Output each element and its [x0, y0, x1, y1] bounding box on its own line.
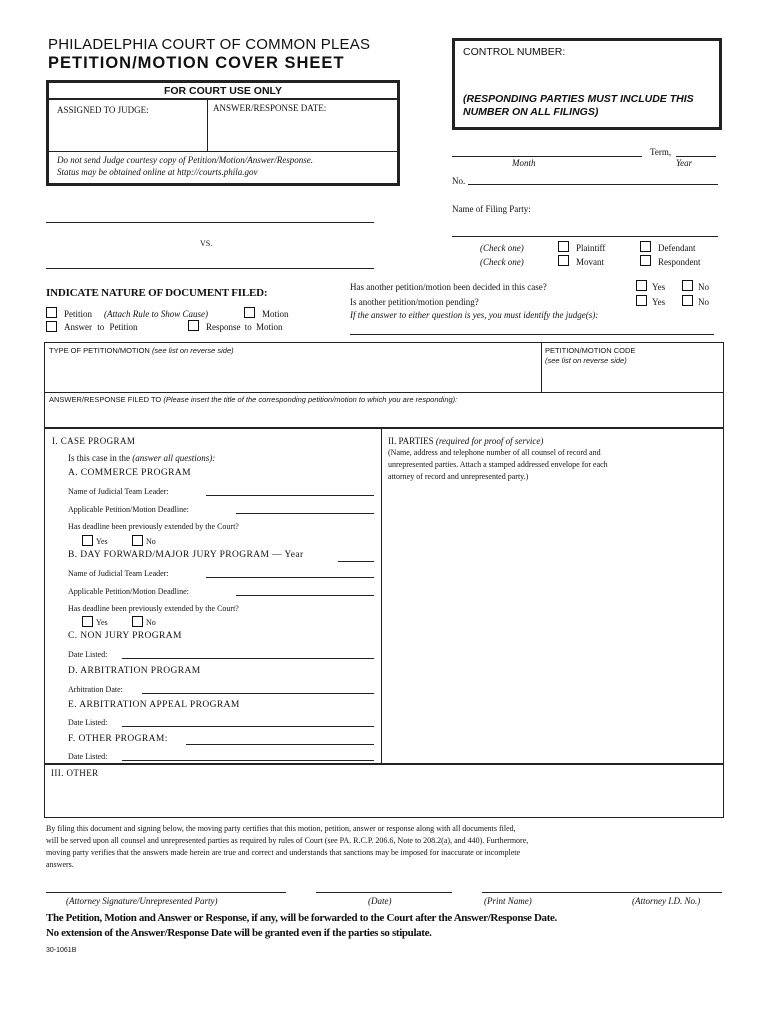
- arbitration-appeal-date-line[interactable]: [122, 726, 374, 727]
- answer-to-petition-label: Answer to Petition: [64, 322, 138, 332]
- assigned-judge-label: ASSIGNED TO JUDGE:: [57, 105, 149, 115]
- other-heading: III. OTHER: [51, 768, 99, 778]
- identify-judge-note: If the answer to either question is yes, you must identify the judge(s):: [350, 310, 599, 320]
- answer-date-label: ANSWER/RESPONSE DATE:: [213, 103, 327, 113]
- pending-question: Is another petition/motion pending?: [350, 297, 479, 307]
- code-label: PETITION/MOTION CODE: [545, 346, 636, 355]
- non-jury-heading: C. NON JURY PROGRAM: [68, 631, 182, 641]
- pending-no-checkbox[interactable]: [682, 295, 693, 306]
- decided-yes-checkbox[interactable]: [636, 280, 647, 291]
- certification-line-1: By filing this document and signing below, the moving party certifies that this motion, petition, answer or response along with all documents filed,: [46, 824, 516, 833]
- day-forward-year-line[interactable]: [338, 561, 374, 562]
- answer-filed-to-label: ANSWER/RESPONSE FILED TO (Please insert the title of the corresponding petition/motion to which you are responding):: [49, 395, 458, 404]
- arbitration-date-line[interactable]: [142, 693, 374, 694]
- motion-label: Motion: [262, 309, 289, 319]
- day-forward-deadline-label: Applicable Petition/Motion Deadline:: [68, 587, 189, 596]
- petition-checkbox[interactable]: [46, 307, 57, 318]
- parties-heading: II. PARTIES (required for proof of service): [388, 436, 544, 446]
- commerce-extended-no-checkbox[interactable]: [132, 535, 143, 546]
- control-number-label: CONTROL NUMBER:: [463, 46, 566, 58]
- commerce-heading: A. COMMERCE PROGRAM: [68, 468, 191, 478]
- print-name-line[interactable]: [482, 892, 722, 893]
- commerce-deadline-label: Applicable Petition/Motion Deadline:: [68, 505, 189, 514]
- non-jury-date-line[interactable]: [122, 658, 374, 659]
- type-section: [44, 342, 724, 428]
- check-one-label-2: (Check one): [480, 257, 524, 267]
- type-label: TYPE OF PETITION/MOTION (see list on reverse side): [49, 346, 234, 355]
- petition-label: Petition: [64, 309, 93, 319]
- commerce-extended-question: Has deadline been previously extended by the Court?: [68, 522, 239, 531]
- year-caption: Year: [676, 158, 693, 168]
- petition-note: (Attach Rule to Show Cause): [104, 309, 208, 319]
- pending-yes-checkbox[interactable]: [636, 295, 647, 306]
- other-program-heading: F. OTHER PROGRAM:: [68, 734, 168, 744]
- commerce-extended-yes-label: Yes: [96, 537, 108, 546]
- day-forward-heading: B. DAY FORWARD/MAJOR JURY PROGRAM — Year: [68, 550, 304, 560]
- day-forward-extended-question: Has deadline been previously extended by the Court?: [68, 604, 239, 613]
- signature-line[interactable]: [46, 892, 286, 893]
- attorney-signature-caption: (Attorney Signature/Unrepresented Party): [66, 896, 218, 906]
- term-label: Term,: [650, 147, 672, 157]
- year-line[interactable]: [676, 156, 716, 157]
- movant-checkbox[interactable]: [558, 255, 569, 266]
- control-number-note: (RESPONDING PARTIES MUST INCLUDE THIS NUMBER ON ALL FILINGS): [463, 93, 694, 118]
- arbitration-appeal-date-label: Date Listed:: [68, 718, 108, 727]
- day-forward-extended-yes-checkbox[interactable]: [82, 616, 93, 627]
- other-program-date-line[interactable]: [122, 760, 374, 761]
- decided-question: Has another petition/motion been decided in this case?: [350, 282, 547, 292]
- filing-party-line[interactable]: [452, 236, 718, 237]
- no-extension-notice: No extension of the Answer/Response Date will be granted even if the parties so stipulate.: [46, 927, 432, 939]
- forwarding-notice: The Petition, Motion and Answer or Response, if any, will be forwarded to the Court after the Answer/Response Date.: [46, 912, 557, 924]
- date-line[interactable]: [316, 892, 452, 893]
- plaintiff-checkbox[interactable]: [558, 241, 569, 252]
- certification-line-3: moving party verifies that the answers made herein are true and correct and understands that sanctions may be imposed for inaccurate or incomplete: [46, 848, 521, 857]
- status-online-note: Status may be obtained online at http://courts.phila.gov: [57, 167, 258, 177]
- arbitration-heading: D. ARBITRATION PROGRAM: [68, 666, 201, 676]
- court-name: PHILADELPHIA COURT OF COMMON PLEAS: [48, 36, 371, 53]
- movant-label: Movant: [576, 257, 604, 267]
- respondent-label: Respondent: [658, 257, 701, 267]
- motion-checkbox[interactable]: [244, 307, 255, 318]
- response-to-motion-label: Response to Motion: [206, 322, 283, 332]
- commerce-team-leader-label: Name of Judicial Team Leader:: [68, 487, 169, 496]
- certification-line-2: will be served upon all counsel and unrepresented parties as required by rules of Court (see PA. R.C.P. 206.6, Note to 208.2(a), and 440). Furthermore,: [46, 836, 529, 845]
- form-title: PETITION/MOTION COVER SHEET: [48, 54, 345, 72]
- other-program-line[interactable]: [186, 744, 374, 745]
- parties-text-1: (Name, address and telephone number of all counsel of record and: [388, 448, 601, 457]
- case-number-label: No.: [452, 176, 466, 186]
- pending-yes-label: Yes: [652, 297, 666, 307]
- answer-to-petition-checkbox[interactable]: [46, 321, 57, 332]
- control-number-box[interactable]: [452, 38, 722, 130]
- case-program-heading: I. CASE PROGRAM: [52, 436, 136, 446]
- print-name-caption: (Print Name): [484, 896, 532, 906]
- court-use-box: [46, 80, 400, 186]
- type-field[interactable]: [49, 361, 535, 389]
- nature-heading: INDICATE NATURE OF DOCUMENT FILED:: [46, 287, 268, 299]
- code-note: (see list on reverse side): [545, 356, 627, 365]
- certification-line-4: answers.: [46, 860, 74, 869]
- day-forward-team-leader-line[interactable]: [206, 577, 374, 578]
- attorney-id-caption: (Attorney I.D. No.): [632, 896, 701, 906]
- defendant-checkbox[interactable]: [640, 241, 651, 252]
- decided-no-label: No: [698, 282, 709, 292]
- arbitration-appeal-heading: E. ARBITRATION APPEAL PROGRAM: [68, 700, 240, 710]
- month-caption: Month: [512, 158, 536, 168]
- parties-text-3: attorney of record and unrepresented party.): [388, 472, 529, 481]
- commerce-extended-yes-checkbox[interactable]: [82, 535, 93, 546]
- identify-judge-line[interactable]: [350, 334, 714, 335]
- commerce-team-leader-line[interactable]: [206, 495, 374, 496]
- non-jury-date-label: Date Listed:: [68, 650, 108, 659]
- day-forward-team-leader-label: Name of Judicial Team Leader:: [68, 569, 169, 578]
- response-to-motion-checkbox[interactable]: [188, 320, 199, 331]
- parties-text-2: unrepresented parties. Attach a stamped addressed envelope for each: [388, 460, 608, 469]
- day-forward-extended-yes-label: Yes: [96, 618, 108, 627]
- courtesy-copy-note: Do not send Judge courtesy copy of Petition/Motion/Answer/Response.: [57, 155, 313, 165]
- defendant-label: Defendant: [658, 243, 696, 253]
- day-forward-extended-no-checkbox[interactable]: [132, 616, 143, 627]
- month-line[interactable]: [452, 156, 642, 157]
- case-program-question: Is this case in the (answer all questions):: [68, 453, 216, 463]
- other-program-date-label: Date Listed:: [68, 752, 108, 761]
- plaintiff-label: Plaintiff: [576, 243, 606, 253]
- other-section[interactable]: [44, 764, 724, 818]
- filing-party-label: Name of Filing Party:: [452, 204, 531, 214]
- answer-filed-to-field[interactable]: [49, 405, 719, 425]
- respondent-checkbox[interactable]: [640, 255, 651, 266]
- date-caption: (Date): [368, 896, 392, 906]
- versus-label: VS.: [200, 239, 213, 248]
- arbitration-date-label: Arbitration Date:: [68, 685, 123, 694]
- decided-no-checkbox[interactable]: [682, 280, 693, 291]
- day-forward-extended-no-label: No: [146, 618, 156, 627]
- decided-yes-label: Yes: [652, 282, 666, 292]
- form-number: 30-1061B: [46, 947, 77, 954]
- pending-no-label: No: [698, 297, 709, 307]
- commerce-extended-no-label: No: [146, 537, 156, 546]
- case-number-line[interactable]: [468, 184, 718, 185]
- parties-field[interactable]: [386, 488, 718, 758]
- commerce-deadline-line[interactable]: [236, 513, 374, 514]
- court-use-heading: FOR COURT USE ONLY: [163, 85, 283, 97]
- check-one-label: (Check one): [480, 243, 524, 253]
- code-field[interactable]: [545, 367, 715, 389]
- day-forward-deadline-line[interactable]: [236, 595, 374, 596]
